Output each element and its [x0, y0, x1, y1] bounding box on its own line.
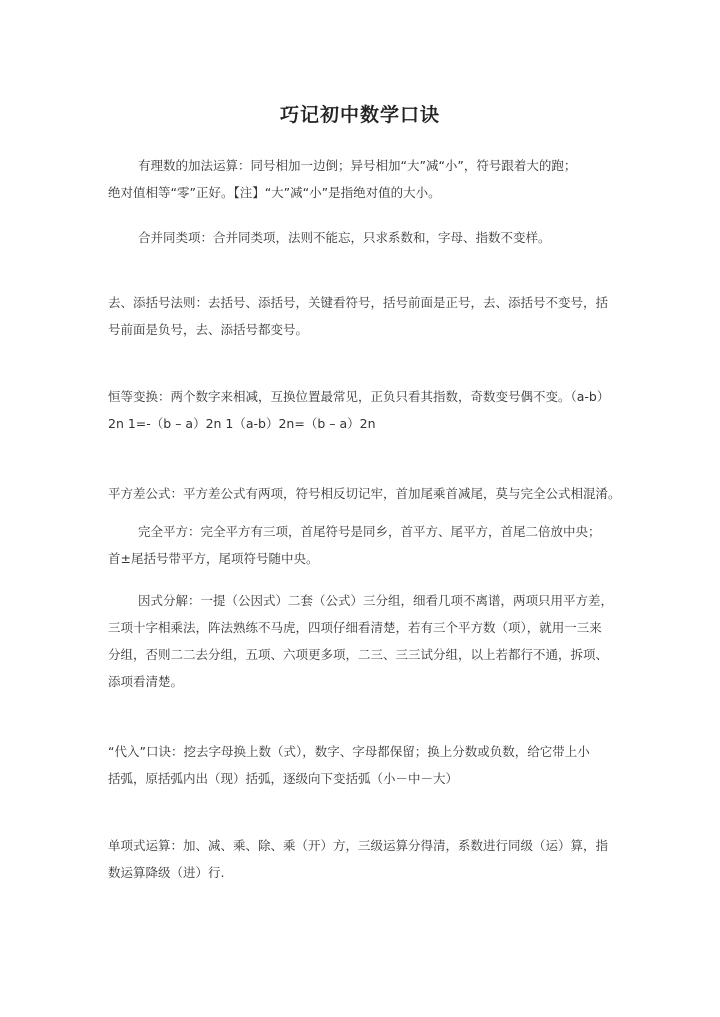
- paragraph-line: 平方差公式：平方差公式有两项，符号相反切记牢，首加尾乘首减尾，莫与完全公式相混淆。: [108, 486, 621, 501]
- paragraph-line: 恒等变换：两个数字来相减，互换位置最常见，正负只看其指数，奇数变号偶不变。（a-b）: [108, 389, 610, 404]
- paragraph-line: 绝对值相等“零”正好。【注】“大”减“小”是指绝对值的大小。: [108, 185, 441, 200]
- paragraph-line: 括弧，原括弧内出（现）括弧，逐级向下变括弧（小－中－大）: [108, 771, 459, 786]
- paragraph-line: “代入”口诀：挖去字母换上数（式），数字、字母都保留；换上分数或负数，给它带上小: [108, 744, 590, 759]
- paragraph-combine-like-terms: [108, 224, 620, 251]
- paragraph-line: 因式分解：一提（公因式）二套（公式）三分组，细看几项不离谱，两项只用平方差，: [138, 593, 614, 608]
- paragraph-line: 号前面是负号，去、添括号都变号。: [108, 322, 309, 337]
- paragraph-line: 数运算降级（进）行.: [108, 865, 225, 880]
- paragraph-identity-transform: [108, 383, 620, 437]
- paragraph-brackets: [108, 289, 620, 343]
- paragraph-line: 合并同类项：合并同类项，法则不能忘，只求系数和，字母、指数不变样。: [138, 230, 551, 245]
- paragraph-addition: [108, 152, 620, 206]
- paragraph-line: 添项看清楚。: [108, 674, 184, 689]
- paragraph-difference-of-squares: [108, 480, 620, 507]
- paragraph-line: 首±尾括号带平方，尾项符号随中央。: [108, 551, 319, 566]
- paragraph-line: 分组，否则二二去分组，五项、六项更多项，二三、三三试分组，以上若都行不通，拆项、: [108, 647, 609, 662]
- paragraph-line: 有理数的加法运算：同号相加一边倒；异号相加“大”减“小”，符号跟着大的跑；: [138, 158, 577, 173]
- paragraph-monomial-operations: [108, 832, 620, 886]
- paragraph-line: 三项十字相乘法，阵法熟练不马虎，四项仔细看清楚，若有三个平方数（项），就用一三来: [108, 620, 602, 635]
- paragraph-perfect-square: [108, 518, 620, 572]
- paragraph-line: 2n 1=-（b – a）2n 1（a-b）2n=（b – a）2n: [108, 416, 376, 431]
- paragraph-line: 单项式运算：加、减、乘、除、乘（开）方，三级运算分得清，系数进行同级（运）算，指: [108, 838, 609, 853]
- document-title: 巧记初中数学口诀: [279, 104, 440, 126]
- paragraph-line: 完全平方：完全平方有三项，首尾符号是同乡，首平方、尾平方，首尾二倍放中央；: [138, 524, 601, 539]
- paragraph-substitution: [108, 738, 620, 792]
- paragraph-factorization: [108, 587, 620, 695]
- paragraph-line: 去、添括号法则：去括号、添括号，关键看符号，括号前面是正号，去、添括号不变号，括: [108, 295, 609, 310]
